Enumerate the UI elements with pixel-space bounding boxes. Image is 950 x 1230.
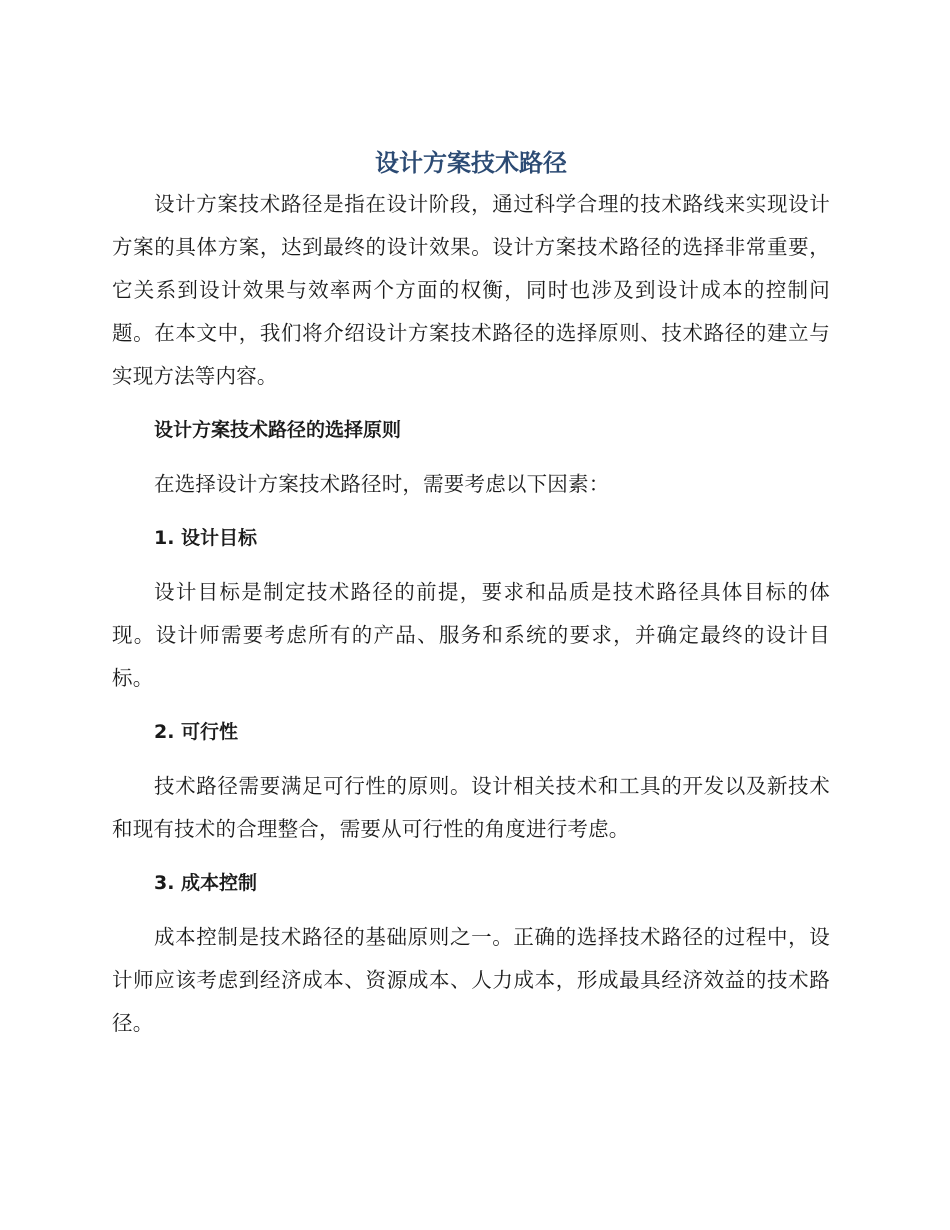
document-page — [112, 143, 830, 1045]
section-intro-paragraph: 在选择设计方案技术路径时，需要考虑以下因素： — [154, 472, 610, 496]
section-heading: 设计方案技术路径的选择原则 — [154, 419, 402, 441]
item-body-design-goal: 设计目标是制定技术路径的前提，要求和品质是技术路径具体目标的体现。设计师需要考虑所有的产品、服务和系统的要求，并确定最终的设计目标。 — [112, 580, 830, 690]
document-title: 设计方案技术路径 — [375, 149, 567, 177]
item-heading-feasibility: 2. 可行性 — [154, 721, 239, 743]
item-heading-design-goal: 1. 设计目标 — [154, 527, 258, 549]
intro-paragraph: 设计方案技术路径是指在设计阶段，通过科学合理的技术路线来实现设计方案的具体方案，达到最终的设计效果。设计方案技术路径的选择非常重要，它关系到设计效果与效率两个方面的权衡，同时也涉及到设计成本的控制问题。在本文中，我们将介绍设计方案技术路径的选择原则、技术路径的建立与实现方法等内容。 — [112, 192, 830, 388]
item-body-cost-control: 成本控制是技术路径的基础原则之一。正确的选择技术路径的过程中，设计师应该考虑到经济成本、资源成本、人力成本，形成最具经济效益的技术路径。 — [112, 925, 830, 1035]
item-body-feasibility: 技术路径需要满足可行性的原则。设计相关技术和工具的开发以及新技术和现有技术的合理整合，需要从可行性的角度进行考虑。 — [112, 774, 830, 841]
item-heading-cost-control: 3. 成本控制 — [154, 872, 258, 894]
